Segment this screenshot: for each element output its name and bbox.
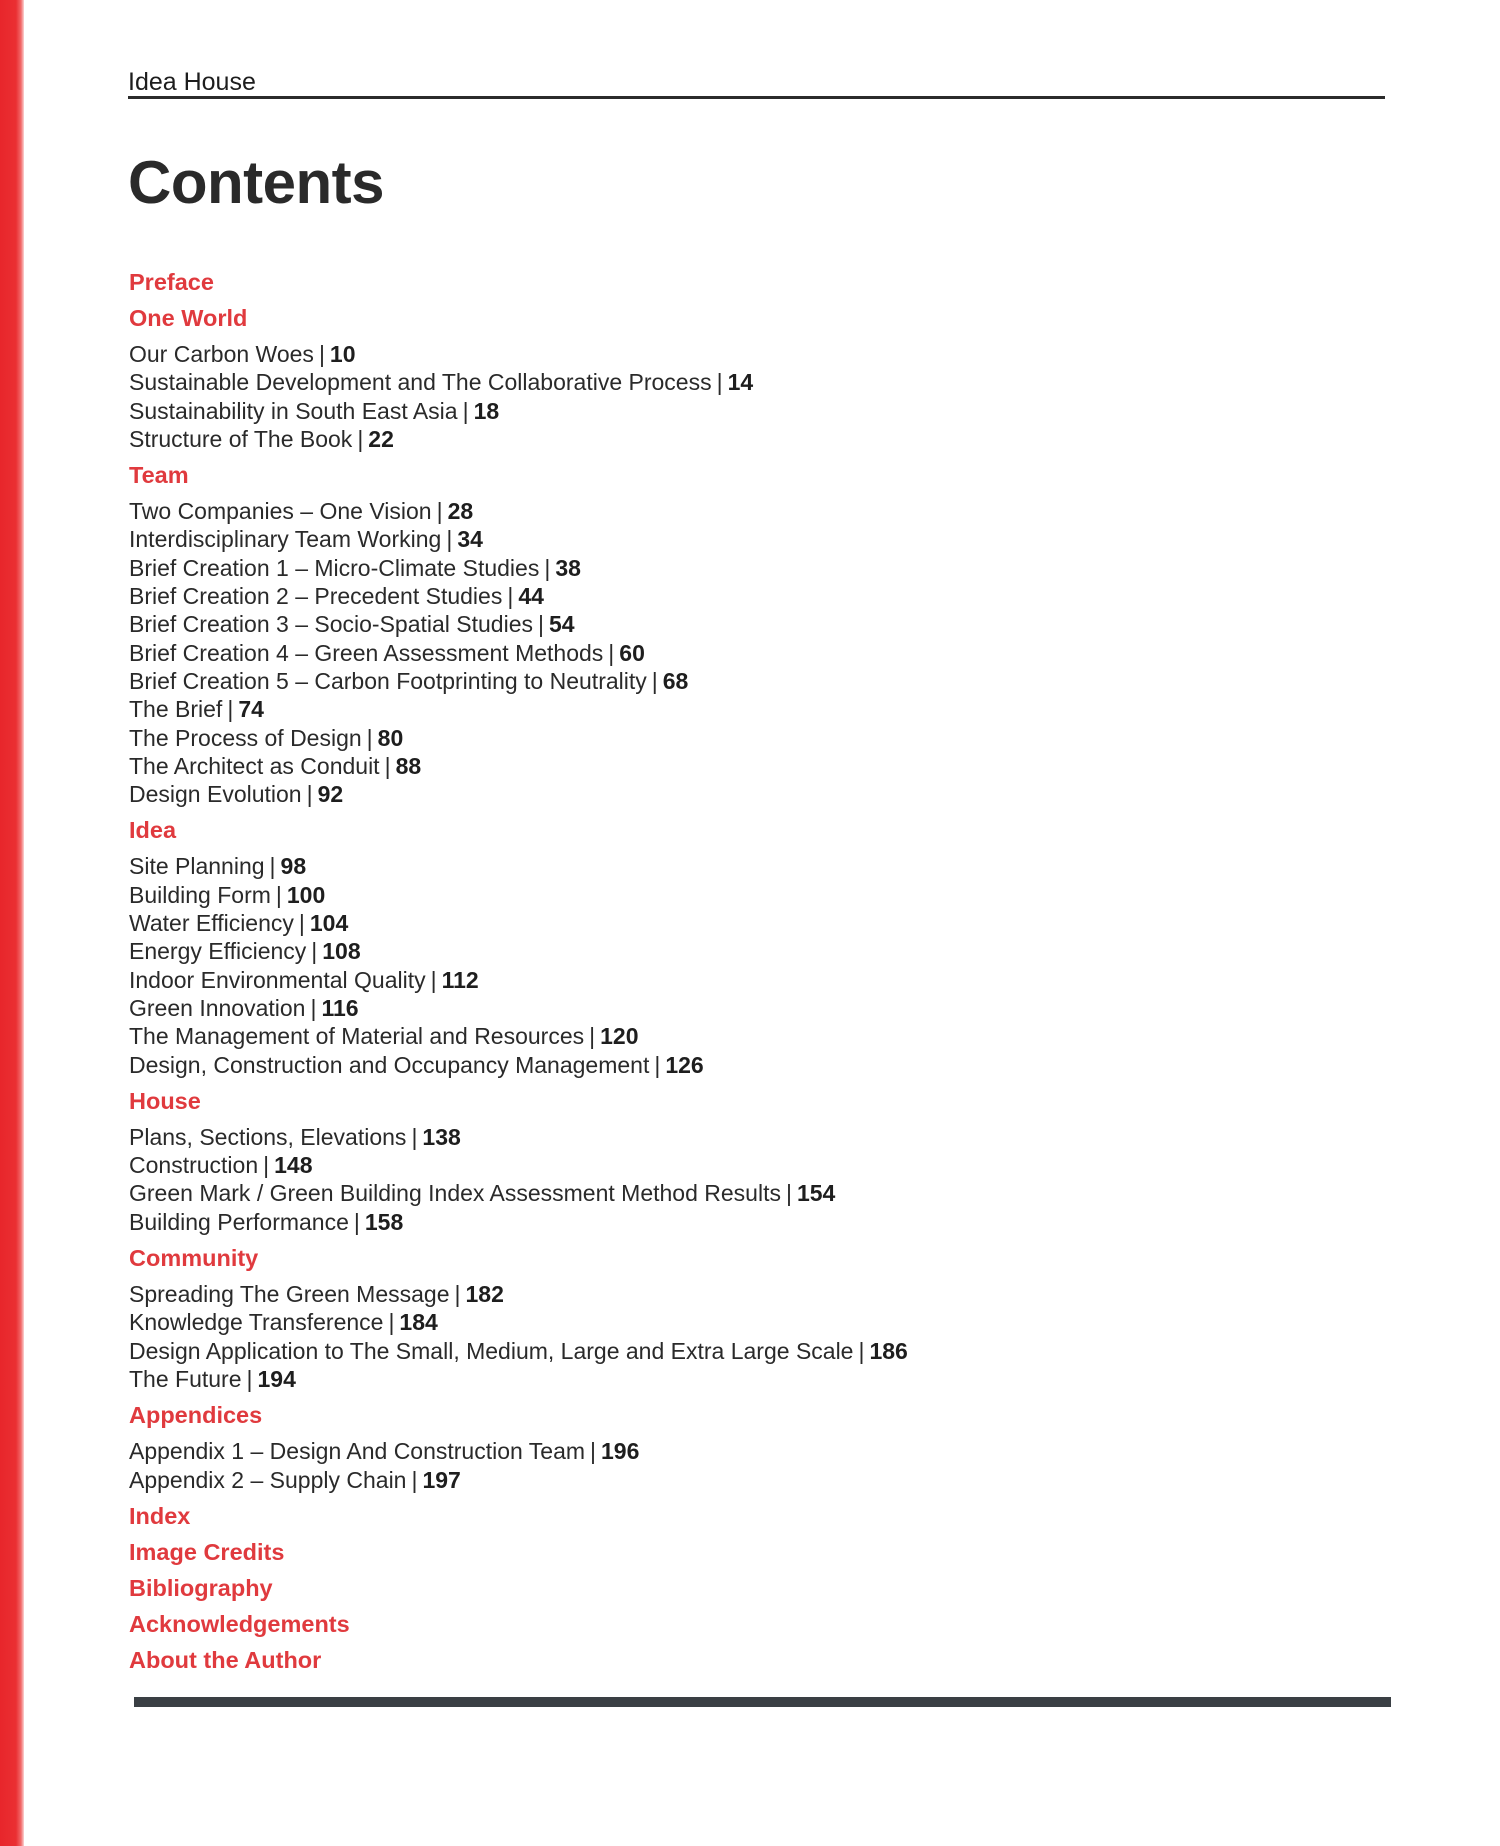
- toc-entry-title: Green Mark / Green Building Index Assessment Method Results: [129, 1180, 781, 1207]
- toc-page-number: 38: [555, 554, 581, 581]
- toc-entry-title: Site Planning: [129, 853, 265, 880]
- toc-entry: [129, 639, 1229, 667]
- toc-entry-title: Green Innovation: [129, 994, 306, 1021]
- toc-separator: |: [275, 881, 282, 908]
- toc-entry-title: Brief Creation 1 – Micro-Climate Studies: [129, 554, 540, 581]
- toc-page-number: 100: [286, 881, 326, 908]
- toc-page-number: 88: [395, 752, 422, 779]
- footer-rule: [134, 1697, 1391, 1707]
- toc-entry: [129, 1051, 1229, 1079]
- toc-section-heading: About the Author: [129, 1646, 322, 1673]
- toc-entry: [129, 1466, 1229, 1494]
- toc-separator: |: [785, 1180, 792, 1207]
- toc-separator: |: [651, 667, 658, 694]
- toc-entry-title: Spreading The Green Message: [129, 1281, 450, 1308]
- toc-section-heading: Preface: [129, 269, 214, 295]
- toc-entry-title: Two Companies – One Vision: [129, 498, 432, 525]
- toc-separator: |: [318, 341, 325, 367]
- toc-page-number: 98: [280, 853, 307, 880]
- toc-page-number: 34: [457, 526, 483, 553]
- toc-page-number: 14: [727, 369, 754, 396]
- toc-entry-title: Construction: [129, 1152, 259, 1179]
- toc-page-number: 18: [473, 397, 500, 424]
- toc-entry: [129, 1022, 1229, 1050]
- toc-page-number: 158: [364, 1208, 404, 1235]
- toc-section-heading: Community: [129, 1245, 259, 1272]
- toc-page-number: 22: [368, 425, 394, 452]
- toc-page-number: 197: [422, 1466, 461, 1493]
- toc-entry-title: Design, Construction and Occupancy Management: [129, 1051, 650, 1078]
- toc-entry-title: Knowledge Transference: [129, 1309, 384, 1336]
- toc-separator: |: [608, 639, 615, 666]
- toc-entry: [129, 1179, 1229, 1207]
- toc-separator: |: [298, 910, 305, 937]
- toc-entry-title: Building Form: [129, 881, 271, 908]
- toc-entry: [129, 1123, 1229, 1151]
- toc-separator: |: [357, 425, 364, 452]
- toc-entry: [129, 610, 1229, 638]
- toc-entry-title: Brief Creation 2 – Precedent Studies: [129, 583, 503, 610]
- toc-entry: [129, 1280, 1229, 1308]
- toc-entry-title: The Management of Material and Resources: [129, 1023, 585, 1050]
- toc-page-number: 10: [329, 341, 356, 367]
- toc-entry: [129, 582, 1229, 610]
- toc-entry: [129, 397, 1229, 425]
- toc-entry: [129, 667, 1229, 695]
- toc-entry: [129, 909, 1229, 937]
- toc-entry: [129, 724, 1229, 752]
- page-title: Contents: [128, 149, 384, 216]
- toc-entry-title: The Future: [129, 1365, 242, 1392]
- toc-entry-title: The Architect as Conduit: [129, 752, 380, 779]
- toc-entry-title: The Brief: [129, 696, 223, 723]
- toc-page-number: 54: [548, 611, 575, 638]
- toc-entry-title: Indoor Environmental Quality: [129, 966, 426, 993]
- red-page-edge: [0, 0, 24, 1846]
- toc-entry: [129, 994, 1229, 1022]
- toc-entry-title: Brief Creation 5 – Carbon Footprinting to Neutrality: [129, 667, 647, 694]
- toc-page-number: 44: [518, 583, 544, 610]
- toc-entry: [129, 1337, 1229, 1365]
- toc-separator: |: [654, 1051, 661, 1078]
- toc-page-number: 68: [662, 667, 689, 694]
- toc-separator: |: [366, 724, 373, 751]
- toc-section-heading: Appendices: [129, 1402, 263, 1429]
- toc-section-heading: Image Credits: [129, 1538, 285, 1565]
- toc-page-number: 126: [665, 1051, 704, 1078]
- toc-separator: |: [263, 1152, 270, 1179]
- toc-entry-title: Structure of The Book: [129, 425, 353, 452]
- toc-page-number: 60: [619, 639, 645, 666]
- toc-entry: [129, 695, 1229, 723]
- toc-entry: [129, 554, 1229, 582]
- header-rule: [128, 96, 1385, 99]
- toc-entry-title: Interdisciplinary Team Working: [129, 526, 442, 553]
- toc-page-number: 194: [257, 1365, 296, 1392]
- toc-entry-title: Brief Creation 4 – Green Assessment Methods: [129, 639, 604, 666]
- toc-entry-title: Sustainability in South East Asia: [129, 397, 458, 424]
- toc-page-number: 108: [322, 938, 361, 965]
- toc-entry: [129, 425, 1229, 453]
- toc-entry: [129, 525, 1229, 553]
- toc-entry-title: Energy Efficiency: [129, 938, 307, 965]
- toc-entry: [129, 852, 1229, 880]
- toc-entry: [129, 1365, 1229, 1393]
- toc-separator: |: [507, 583, 514, 610]
- toc-separator: |: [388, 1309, 395, 1336]
- toc-entry: [129, 340, 1229, 368]
- toc-separator: |: [384, 752, 391, 779]
- toc-section-heading: Idea: [129, 817, 177, 844]
- toc-separator: |: [858, 1337, 865, 1364]
- toc-entry: [129, 780, 1229, 808]
- toc-separator: |: [716, 369, 723, 396]
- toc-separator: |: [353, 1208, 360, 1235]
- toc-section-heading: Team: [129, 462, 189, 489]
- toc-separator: |: [269, 853, 276, 880]
- toc-entry-title: The Process of Design: [129, 724, 362, 751]
- toc-separator: |: [430, 966, 437, 993]
- toc-section-heading: Index: [129, 1502, 191, 1529]
- toc-entry: [129, 1308, 1229, 1336]
- toc-page-number: 92: [317, 781, 344, 808]
- toc-separator: |: [411, 1123, 418, 1150]
- toc-entry-title: Design Evolution: [129, 781, 302, 808]
- toc-separator: |: [436, 498, 443, 525]
- toc-separator: |: [310, 994, 317, 1021]
- toc-page-number: 112: [441, 966, 479, 993]
- toc-entry: [129, 752, 1229, 780]
- toc-separator: |: [590, 1438, 597, 1465]
- toc-entry-title: Design Application to The Small, Medium, Large and Extra Large Scale: [129, 1337, 854, 1364]
- toc-page-number: 148: [274, 1152, 313, 1179]
- toc-entry-title: Plans, Sections, Elevations: [129, 1123, 407, 1150]
- toc-section-heading: Acknowledgements: [129, 1610, 350, 1637]
- toc-entry-title: Appendix 1 – Design And Construction Team: [129, 1438, 586, 1465]
- running-header: [128, 66, 1385, 106]
- toc-separator: |: [544, 554, 551, 581]
- toc-separator: |: [462, 397, 469, 424]
- toc-entry-title: Sustainable Development and The Collaborative Process: [129, 369, 712, 396]
- toc-page-number: 74: [238, 696, 264, 723]
- toc-page-number: 186: [869, 1337, 908, 1364]
- toc-entry: [129, 1437, 1229, 1465]
- toc-entry-title: Building Performance: [129, 1208, 349, 1235]
- toc-page-number: 182: [465, 1281, 504, 1308]
- toc-separator: |: [446, 526, 453, 553]
- toc-entry: [129, 1151, 1229, 1179]
- toc-page-number: 184: [399, 1309, 438, 1336]
- toc-page-number: 80: [377, 724, 404, 751]
- toc-entry-title: Our Carbon Woes: [129, 341, 314, 367]
- toc-entry: [129, 1208, 1229, 1236]
- toc-section-heading: One World: [129, 305, 248, 331]
- toc-entry-title: Brief Creation 3 – Socio-Spatial Studies: [129, 611, 533, 638]
- toc-entry: [129, 881, 1229, 909]
- toc-page-number: 154: [796, 1180, 836, 1207]
- toc-separator: |: [454, 1281, 461, 1308]
- toc-separator: |: [589, 1023, 596, 1050]
- toc-entry: [129, 497, 1229, 525]
- toc-separator: |: [306, 781, 313, 808]
- toc-section-heading: Bibliography: [129, 1574, 273, 1601]
- toc-page-number: 138: [422, 1123, 461, 1150]
- toc-section-heading: House: [129, 1087, 201, 1114]
- toc-separator: |: [538, 611, 544, 638]
- table-of-contents: [129, 268, 1229, 1682]
- toc-entry: [129, 937, 1229, 965]
- toc-entry-title: Water Efficiency: [129, 910, 294, 937]
- toc-separator: |: [227, 696, 234, 723]
- running-title: Idea House: [128, 68, 256, 96]
- toc-entry: [129, 368, 1229, 396]
- toc-page-number: 104: [309, 910, 349, 937]
- toc-separator: |: [246, 1365, 253, 1392]
- toc-page-number: 116: [321, 994, 359, 1021]
- toc-separator: |: [311, 938, 318, 965]
- toc-page-number: 196: [601, 1438, 640, 1465]
- toc-page-number: 120: [600, 1023, 639, 1050]
- toc-separator: |: [411, 1466, 418, 1493]
- toc-entry: [129, 966, 1229, 994]
- toc-entry-title: Appendix 2 – Supply Chain: [129, 1466, 407, 1493]
- toc-page-number: 28: [447, 498, 474, 525]
